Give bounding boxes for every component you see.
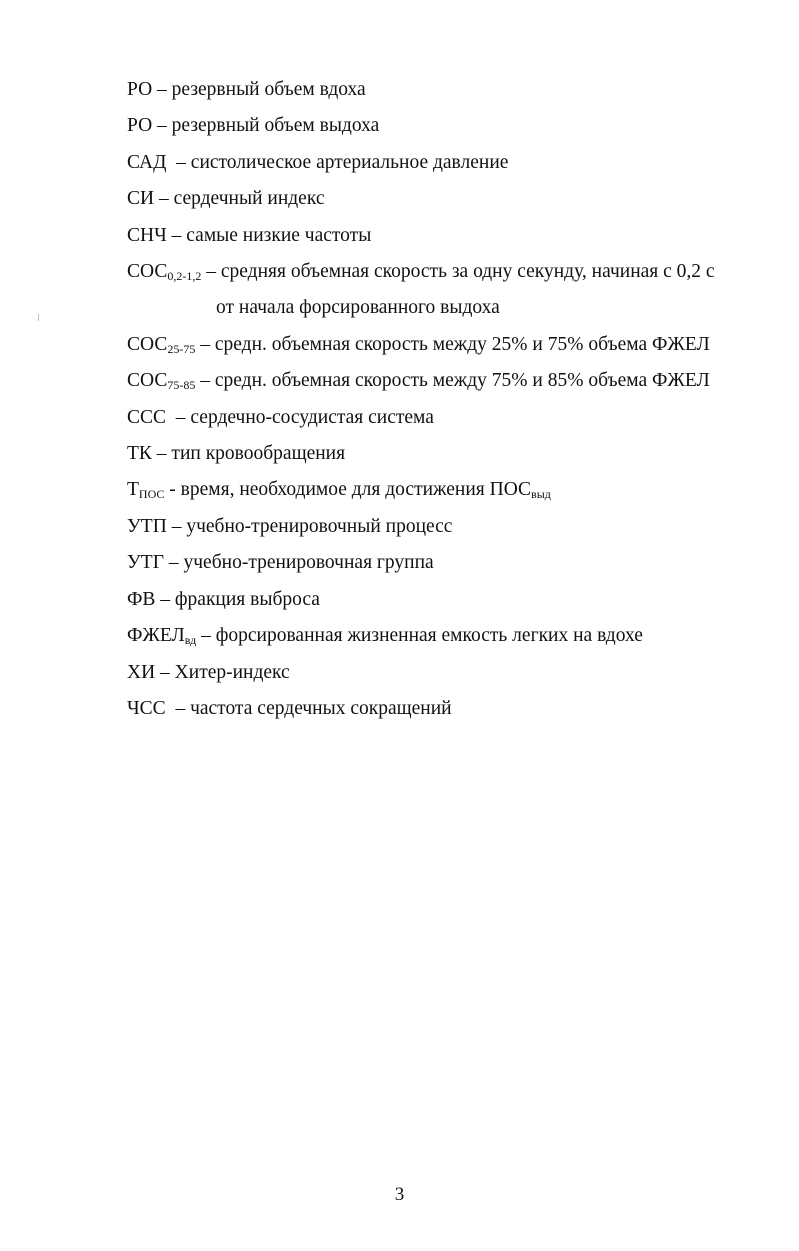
page-number: 3 [394,1184,405,1205]
abbreviation-definition: сердечно-сосудистая система [190,406,434,428]
entry-separator: – [195,370,215,392]
entry-separator: – [196,625,216,647]
abbreviation-entry [127,327,767,363]
definition-subscript: выд [531,487,551,502]
definition-continuation: от начала форсированного выдоха [216,297,500,319]
entry-separator: – [166,224,187,246]
abbreviation-definition: частота сердечных сокращений [190,697,452,719]
abbreviation-definition: Хитер-индекс [174,661,290,683]
abbreviation-definition: учебно-тренировочный процесс [186,515,453,537]
abbreviation-definition: средняя объемная скорость за одну секунду, начиная с 0,2 с [220,261,715,283]
entry-separator: – [152,115,172,137]
abbreviation-entry [127,545,767,581]
entry-separator: – [195,333,215,355]
entry-separator: – [201,261,221,283]
entry-separator: – [166,151,191,173]
abbreviation-entry [127,72,767,108]
entry-separator: – [155,661,175,683]
abbreviation-list [127,72,767,727]
abbreviation-entry [127,655,767,691]
abbreviation-term: СНЧ [127,224,167,246]
abbreviation-definition: время, необходимое для достижения ПОС [180,479,532,501]
abbreviation-definition: средн. объемная скорость между 25% и 75% объема ФЖЕЛ [214,333,710,355]
abbreviation-definition: тип кровообращения [171,443,346,465]
entry-separator: - [164,479,181,501]
abbreviation-term: $ФЖЕЛ_{вд}$ [127,625,197,648]
abbreviation-entry [127,618,767,654]
entry-separator: – [152,79,172,100]
abbreviation-entry [127,108,767,144]
abbreviation-term: $СОС_{25-75}$ [127,333,196,356]
abbreviation-definition: систолическое артериальное давление [190,151,509,173]
abbreviation-subscript: 25-75 [167,341,196,356]
abbreviation-term: ФВ [127,588,156,610]
abbreviation-entry [127,436,767,472]
abbreviation-definition: форсированная жизненная емкость легких на вдохе [215,625,643,647]
abbreviation-entry [127,400,767,436]
abbreviation-term: УТП [127,515,167,537]
abbreviation-entry [127,582,767,618]
scan-margin-mark [38,314,39,321]
abbreviation-definition: резервный объем вдоха [171,79,366,100]
abbreviation-entry [127,691,767,727]
abbreviation-subscript: 75-85 [167,378,196,393]
abbreviation-subscript: 0,2-1,2 [167,269,202,284]
abbreviation-definition: фракция выброса [174,588,320,610]
abbreviation-definition: учебно-тренировочная группа [183,552,434,574]
abbreviation-definition: средн. объемная скорость между 75% и 85% объема ФЖЕЛ [214,370,710,392]
abbreviation-term: $СОС_{75-85}$ [127,370,196,393]
abbreviation-term: ХИ [127,661,156,683]
abbreviation-entry [127,181,767,217]
abbreviation-definition: сердечный индекс [173,188,325,210]
abbreviation-term: РО [127,115,153,137]
entry-separator: – [151,443,172,465]
abbreviation-entry [127,509,767,545]
abbreviation-definition: резервный объем выдоха [171,115,380,137]
abbreviation-entry [127,218,767,254]
abbreviation-term: $СОС_{0,2-1,2}$ [127,261,202,284]
abbreviation-term: ТК [127,443,152,465]
entry-separator: – [166,515,187,537]
abbreviation-term: РО [127,79,153,100]
abbreviation-subscript: ПОС [138,487,165,502]
abbreviation-term: СИ [127,188,155,210]
abbreviation-entry [127,472,767,508]
abbreviation-term: ЧСС [127,697,166,719]
entry-separator: – [155,588,175,610]
abbreviation-term: САД [127,151,167,173]
abbreviation-subscript: вд [184,633,197,648]
abbreviation-entry [127,254,767,327]
abbreviation-definition: самые низкие частоты [186,224,372,246]
abbreviation-term: УТГ [127,552,164,574]
entry-separator: – [164,552,184,574]
abbreviation-entry [127,363,767,399]
entry-separator: – [165,697,191,719]
abbreviation-term: ССС [127,406,167,428]
abbreviation-entry [127,145,767,181]
entry-separator: – [166,406,191,428]
abbreviation-term: $Т_{ПОС}$ [127,479,165,502]
entry-separator: – [154,188,174,210]
